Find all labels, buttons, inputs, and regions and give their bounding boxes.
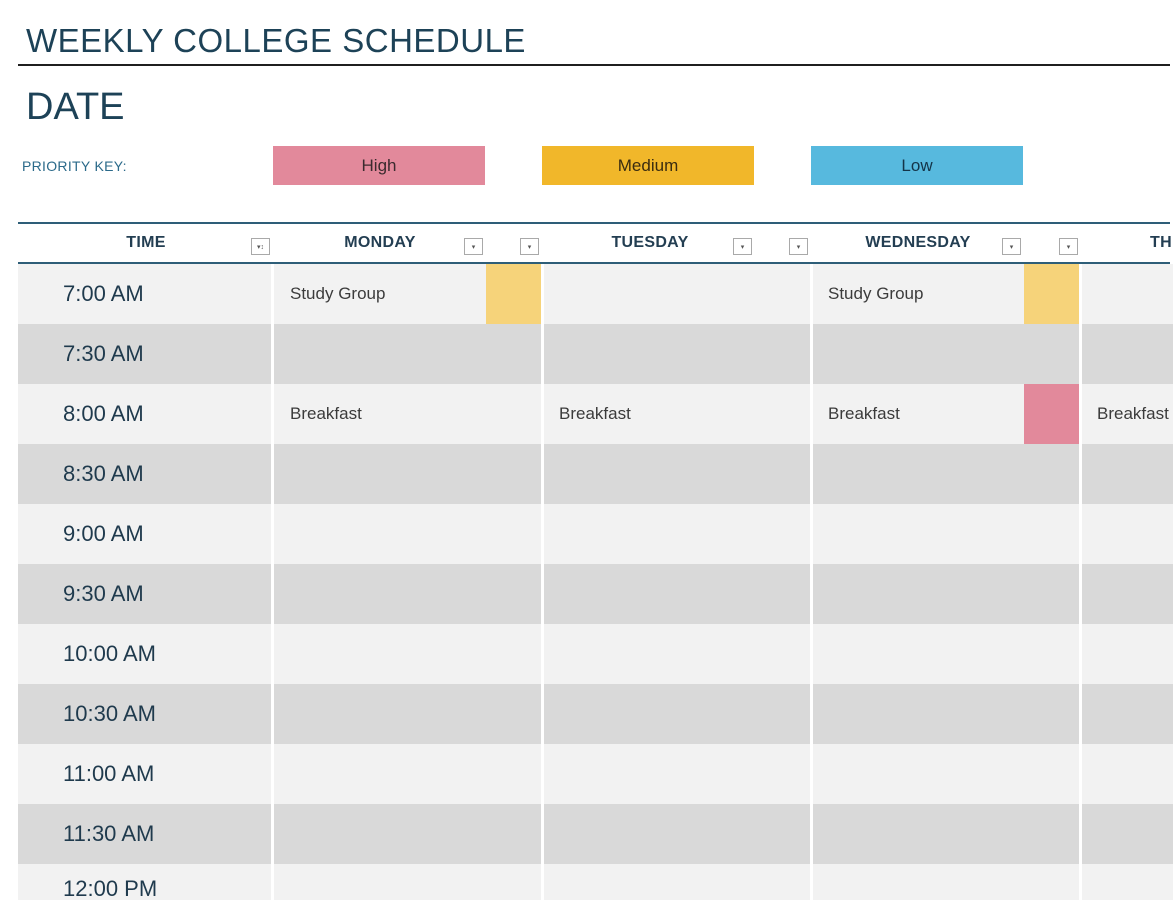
event-monday-700[interactable]: Study Group: [290, 284, 386, 303]
event-wednesday-700[interactable]: Study Group: [828, 284, 924, 303]
chevron-down-icon: ▾: [1066, 243, 1071, 251]
time-cell: 8:30 AM: [63, 461, 144, 486]
column-divider: [1079, 264, 1082, 900]
table-row: [18, 624, 1173, 684]
event-thursday-800[interactable]: Breakfast: [1097, 404, 1169, 423]
header-thursday: TH: [1150, 234, 1172, 251]
chevron-down-icon: ▾: [471, 243, 476, 251]
time-cell: 12:00 PM: [63, 876, 158, 900]
table-row: [18, 264, 1173, 324]
header-tuesday: TUESDAY: [611, 234, 689, 251]
page-title: WEEKLY COLLEGE SCHEDULE: [26, 22, 526, 59]
title-divider: [18, 64, 1170, 66]
time-cell: 10:00 AM: [63, 641, 156, 666]
chevron-down-icon: ▾: [796, 243, 801, 251]
chevron-down-icon: ▾: [527, 243, 532, 251]
priority-cell-wednesday-800[interactable]: [1024, 384, 1079, 444]
filter-dropdown-monday[interactable]: [464, 238, 483, 255]
priority-key-low: Low: [811, 146, 1023, 185]
filter-dropdown-monday-priority[interactable]: [520, 238, 539, 255]
priority-key-medium: Medium: [542, 146, 754, 185]
event-monday-800[interactable]: Breakfast: [290, 404, 362, 423]
header-time: TIME: [126, 234, 166, 251]
priority-key-label: PRIORITY KEY:: [22, 158, 127, 174]
time-cell: 7:30 AM: [63, 341, 144, 366]
time-cell: 11:30 AM: [63, 821, 155, 846]
table-row: [18, 804, 1173, 864]
header-wednesday: WEDNESDAY: [865, 234, 971, 251]
table-row: [18, 504, 1173, 564]
time-cell: 7:00 AM: [63, 281, 144, 306]
table-row: [18, 684, 1173, 744]
priority-cell-wednesday-700[interactable]: [1024, 264, 1079, 324]
priority-cell-monday-700[interactable]: [486, 264, 541, 324]
table-row: [18, 444, 1173, 504]
event-wednesday-800[interactable]: Breakfast: [828, 404, 900, 423]
filter-dropdown-tuesday[interactable]: [733, 238, 752, 255]
column-divider: [810, 264, 813, 900]
header-monday: MONDAY: [344, 234, 416, 251]
filter-dropdown-wednesday[interactable]: [1002, 238, 1021, 255]
chevron-down-icon: ▾: [740, 243, 745, 251]
time-cell: 11:00 AM: [63, 761, 155, 786]
table-row: [18, 744, 1173, 804]
schedule-table: [18, 220, 1173, 900]
chevron-down-icon: ▾: [1009, 243, 1014, 251]
time-cell: 8:00 AM: [63, 401, 144, 426]
filter-dropdown-time[interactable]: [251, 238, 270, 255]
time-cell: 10:30 AM: [63, 701, 156, 726]
time-cell: 9:00 AM: [63, 521, 144, 546]
time-cell: 9:30 AM: [63, 581, 144, 606]
sort-filter-icon: ▾↕: [256, 243, 264, 251]
table-row: [18, 324, 1173, 384]
column-divider: [541, 264, 544, 900]
table-row: [18, 864, 1173, 900]
filter-dropdown-tuesday-priority[interactable]: [789, 238, 808, 255]
priority-key-high: High: [273, 146, 485, 185]
table-row: [18, 564, 1173, 624]
filter-dropdown-wednesday-priority[interactable]: [1059, 238, 1078, 255]
event-tuesday-800[interactable]: Breakfast: [559, 404, 631, 423]
date-label[interactable]: DATE: [26, 86, 125, 128]
column-divider: [271, 264, 274, 900]
